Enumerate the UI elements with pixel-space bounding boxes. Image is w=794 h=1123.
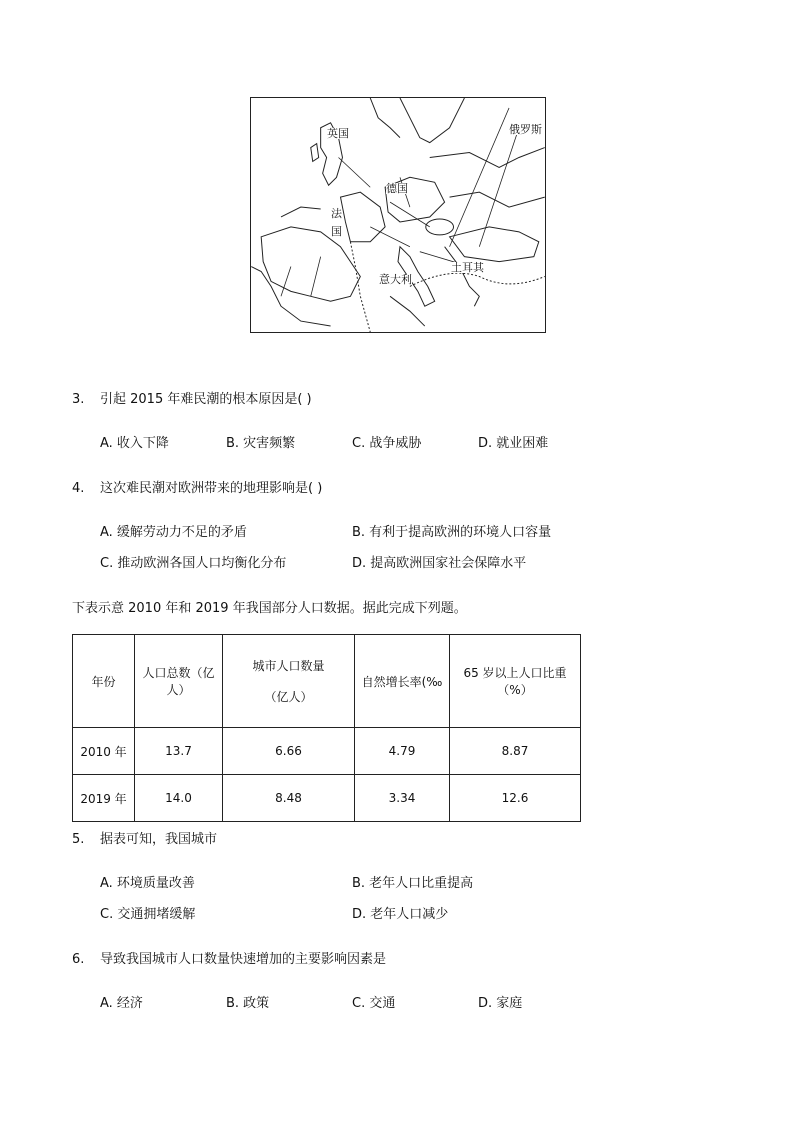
table-row [73,728,581,775]
cell-growth: 4.79 [355,728,450,775]
iberia-coastline [261,227,360,301]
question-text: 引起 2015 年难民潮的根本原因是( ) [100,392,312,407]
border-line-1 [281,207,321,217]
cell-urban: 6.66 [223,728,355,775]
migration-arrow-spain-2 [281,267,291,297]
norway-coastline [370,98,400,138]
option-c[interactable]: C. 交通拥堵缓解 [100,907,196,922]
cell-elderly: 8.87 [450,728,581,775]
border-line-4 [390,296,425,326]
question-number: 6. [72,952,85,967]
migration-arrow-spain [311,257,321,297]
cell-growth: 3.34 [355,775,450,822]
header-growth: 自然增长率(‰ [355,635,450,728]
header-total-line2: 人） [166,683,191,697]
option-a[interactable]: A. 经济 [100,996,143,1011]
cell-urban: 8.48 [223,775,355,822]
question-text: 导致我国城市人口数量快速增加的主要影响因素是 [100,952,387,967]
option-d[interactable]: D. 提高欧洲国家社会保障水平 [352,556,527,571]
option-c[interactable]: C. 交通 [352,996,396,1011]
option-c[interactable]: C. 战争威胁 [352,436,422,451]
header-urban-line1: 城市人口数量 [252,659,325,673]
question-text: 据表可知，我国城市 [100,832,218,847]
header-elderly-line1: 65 岁以上人口比重 [463,666,567,680]
map-label-uk: 英国 [327,127,349,140]
cell-year: 2010 年 [73,728,135,775]
header-total [135,635,223,728]
option-b[interactable]: B. 灾害频繁 [226,436,296,451]
map-label-russia: 俄罗斯 [509,123,542,136]
header-urban-line2: （亿人） [264,690,313,704]
header-elderly [450,635,581,728]
turkey-border [450,227,539,262]
option-d[interactable]: D. 老年人口减少 [352,907,449,922]
option-b[interactable]: B. 有利于提高欧洲的环境人口容量 [352,525,552,540]
map-drawing [251,98,545,332]
map-label-france-1: 法 [331,207,342,220]
cell-year: 2019 年 [73,775,135,822]
option-b[interactable]: B. 老年人口比重提高 [352,876,474,891]
cell-total: 13.7 [135,728,223,775]
question-3 [72,388,312,407]
map-label-france-2: 国 [331,225,342,238]
question-6 [72,948,386,967]
question-text: 这次难民潮对欧洲带来的地理影响是( ) [100,481,323,496]
option-a[interactable]: A. 缓解劳动力不足的矛盾 [100,525,247,540]
europe-refugee-map [250,97,546,333]
option-d[interactable]: D. 家庭 [478,996,523,1011]
map-label-germany: 德国 [386,182,408,195]
migration-arrow-france [370,227,410,247]
table-header-row [73,635,581,728]
border-line-2 [430,148,545,168]
cell-total: 14.0 [135,775,223,822]
scandinavia-coastline [400,98,464,143]
question-number: 4. [72,481,85,496]
option-a[interactable]: A. 环境质量改善 [100,876,195,891]
table-intro: 下表示意 2010 年和 2019 年我国部分人口数据。据此完成下列题。 [72,601,467,616]
question-5 [72,828,217,847]
option-b[interactable]: B. 政策 [226,996,270,1011]
map-label-turkey: 土耳其 [451,261,484,274]
header-year: 年份 [73,635,135,728]
option-a[interactable]: A. 收入下降 [100,436,169,451]
cell-elderly: 12.6 [450,775,581,822]
route-dashed-2 [410,273,545,286]
population-table [72,634,581,822]
map-label-italy: 意大利 [379,273,412,286]
france-border [340,192,385,242]
greece-coastline [445,247,480,306]
migration-arrow-uk [339,157,371,187]
africa-coast [251,267,330,326]
lake-shape [426,219,454,235]
option-d[interactable]: D. 就业困难 [478,436,549,451]
question-number: 5. [72,832,85,847]
header-total-line1: 人口总数（亿 [142,666,215,680]
option-c[interactable]: C. 推动欧洲各国人口均衡化分布 [100,556,287,571]
header-elderly-line2: （%） [497,683,533,697]
question-number: 3. [72,392,85,407]
route-dashed [350,242,370,332]
question-4 [72,477,322,496]
table-row [73,775,581,822]
migration-arrow-russia [450,108,509,247]
ireland-coastline [311,144,319,162]
header-urban [223,635,355,728]
